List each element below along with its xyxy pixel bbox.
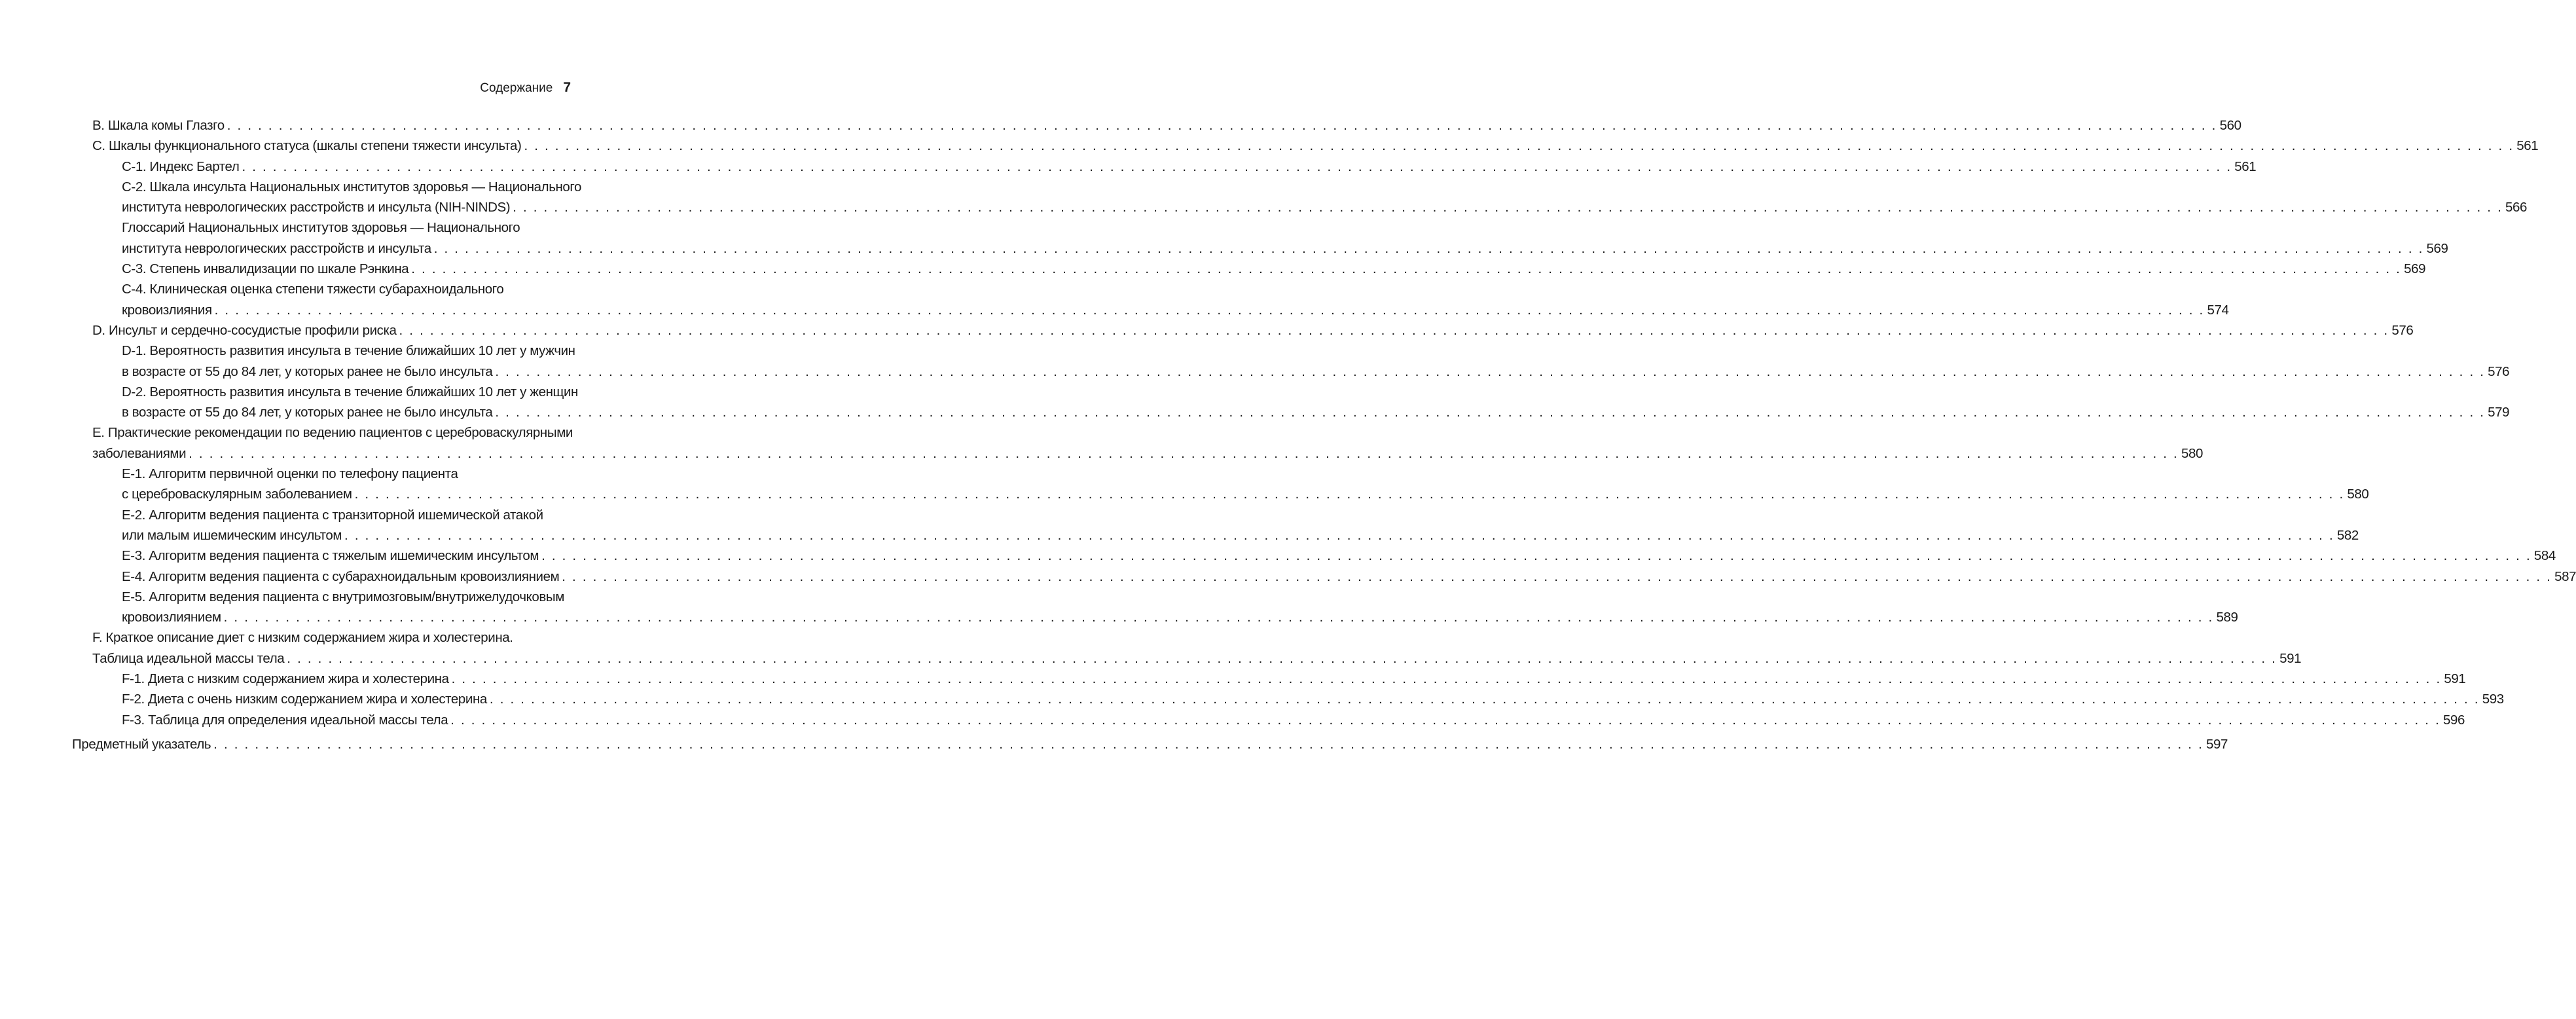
toc-entry-title: Предметный указатель bbox=[72, 736, 211, 752]
toc-page-number: 576 bbox=[2391, 322, 2414, 338]
toc-entry-text: Глоссарий Национальных институтов здоровья — Национального bbox=[122, 220, 520, 236]
toc-page-number: 574 bbox=[2207, 302, 2229, 318]
dot-leader bbox=[227, 115, 2217, 136]
dot-leader bbox=[411, 259, 2401, 279]
toc-entry bbox=[72, 217, 2448, 259]
toc-entry bbox=[72, 566, 2576, 587]
dot-leader bbox=[450, 710, 2440, 730]
dot-leader bbox=[495, 361, 2485, 382]
toc-entry bbox=[72, 115, 2241, 136]
toc-entry bbox=[72, 341, 2510, 382]
toc-entry-title: C. Шкалы функционального статуса (шкалы степени тяжести инсульта) bbox=[92, 138, 522, 154]
toc-entry-text: C-2. Шкала инсульта Национальных институтов здоровья — Национального bbox=[122, 179, 582, 195]
toc-page-number: 584 bbox=[2533, 548, 2556, 564]
dot-leader bbox=[355, 484, 2345, 504]
toc-entry-title: в возрасте от 55 до 84 лет, у которых ранее не было инсульта bbox=[122, 405, 493, 420]
dot-leader bbox=[490, 689, 2480, 709]
toc-entry-text: C-4. Клиническая оценка степени тяжести субарахноидального bbox=[122, 282, 504, 297]
dot-leader bbox=[189, 443, 2179, 464]
toc-page-number: 591 bbox=[2444, 671, 2466, 687]
toc-entry-title: F-2. Диета с очень низким содержанием жира и холестерина bbox=[122, 692, 487, 707]
toc-entry-title: или малым ишемическим инсультом bbox=[122, 527, 342, 543]
toc-entry-title: F-1. Диета с низким содержанием жира и холестерина bbox=[122, 671, 449, 687]
toc-page-number: 580 bbox=[2347, 487, 2369, 502]
toc-entry bbox=[72, 587, 2238, 628]
running-header bbox=[480, 80, 571, 96]
toc-entry bbox=[72, 505, 2359, 546]
toc-page-number: 582 bbox=[2336, 527, 2359, 543]
toc-entry bbox=[72, 320, 2414, 341]
toc-entry bbox=[72, 710, 2465, 730]
toc-entry bbox=[72, 382, 2510, 423]
toc-entry-title: заболеваниями bbox=[92, 445, 187, 461]
toc-entry bbox=[72, 177, 2527, 218]
toc-entry-title: D. Инсульт и сердечно-сосудистые профили риска bbox=[92, 322, 397, 338]
dot-leader bbox=[224, 607, 2214, 627]
toc-page-number: 569 bbox=[2404, 261, 2426, 277]
toc-page-number: 591 bbox=[2279, 650, 2302, 666]
dot-leader bbox=[541, 546, 2531, 566]
toc-entry bbox=[72, 136, 2539, 156]
toc-entry-title: института неврологических расстройств и инсульта (NIH-NINDS) bbox=[122, 200, 511, 215]
toc-entry-text: D-1. Вероятность развития инсульта в течение ближайших 10 лет у мужчин bbox=[122, 343, 575, 359]
toc-entry-text: E-5. Алгоритм ведения пациента с внутримозговым/внутрижелудочковым bbox=[122, 589, 564, 604]
toc-entry-text: E. Практические рекомендации по ведению пациентов с цереброваскулярными bbox=[92, 425, 573, 441]
toc-page-number: 566 bbox=[2505, 200, 2527, 215]
dot-leader bbox=[495, 402, 2485, 422]
toc-entry-text: E-2. Алгоритм ведения пациента с транзиторной ишемической атакой bbox=[122, 507, 543, 523]
toc-entry bbox=[72, 157, 2257, 177]
toc-entry-text: F. Краткое описание диет с низким содержанием жира и холестерина. bbox=[92, 630, 513, 646]
dot-leader bbox=[452, 669, 2442, 689]
toc-entry bbox=[72, 464, 2369, 505]
toc-entry bbox=[72, 734, 2228, 754]
toc-entry-title: института неврологических расстройств и инсульта bbox=[122, 240, 431, 256]
toc-page-number: 560 bbox=[2219, 118, 2241, 133]
dot-leader bbox=[399, 320, 2389, 341]
dot-leader bbox=[213, 734, 2204, 754]
toc-entry-text: D-2. Вероятность развития инсульта в течение ближайших 10 лет у женщин bbox=[122, 384, 578, 399]
toc-entry-title: C-3. Степень инвалидизации по шкале Рэнкина bbox=[122, 261, 409, 277]
toc-entry-title: с цереброваскулярным заболеванием bbox=[122, 487, 352, 502]
toc-entry-title: C-1. Индекс Бартел bbox=[122, 158, 240, 174]
toc-entry bbox=[72, 627, 2302, 669]
toc-entry-text: E-1. Алгоритм первичной оценки по телефону пациента bbox=[122, 466, 458, 482]
page-number: 7 bbox=[563, 80, 571, 95]
toc-page-number: 589 bbox=[2216, 610, 2238, 625]
toc-entry-title: кровоизлияния bbox=[122, 302, 212, 318]
toc-entry-title: Таблица идеальной массы тела bbox=[92, 650, 285, 666]
toc-entry bbox=[72, 546, 2556, 566]
toc-page-number: 576 bbox=[2488, 363, 2510, 379]
dot-leader bbox=[287, 648, 2277, 669]
dot-leader bbox=[513, 197, 2503, 217]
toc-entry-title: B. Шкала комы Глазго bbox=[92, 118, 225, 133]
toc-page-number: 580 bbox=[2181, 445, 2203, 461]
toc-page-number: 561 bbox=[2516, 138, 2539, 154]
section-title: Содержание bbox=[480, 81, 553, 95]
table-of-contents bbox=[72, 115, 2576, 754]
dot-leader bbox=[215, 300, 2205, 320]
toc-entry-title: F-3. Таблица для определения идеальной массы тела bbox=[122, 712, 448, 728]
toc-entry-title: E-4. Алгоритм ведения пациента с субарахноидальным кровоизлиянием bbox=[122, 568, 560, 584]
dot-leader bbox=[434, 238, 2424, 259]
toc-entry bbox=[72, 422, 2203, 464]
toc-entry-title: в возрасте от 55 до 84 лет, у которых ранее не было инсульта bbox=[122, 363, 493, 379]
toc-page-number: 579 bbox=[2488, 405, 2510, 420]
toc-page-number: 596 bbox=[2443, 712, 2465, 728]
toc-entry bbox=[72, 669, 2466, 689]
toc-page-number: 561 bbox=[2234, 158, 2257, 174]
toc-entry bbox=[72, 689, 2504, 709]
toc-entry-title: E-3. Алгоритм ведения пациента с тяжелым ишемическим инсультом bbox=[122, 548, 539, 564]
toc-page-number: 587 bbox=[2554, 568, 2576, 584]
dot-leader bbox=[562, 566, 2552, 587]
dot-leader bbox=[242, 157, 2232, 177]
toc-entry bbox=[72, 259, 2426, 279]
toc-page-number: 593 bbox=[2482, 692, 2504, 707]
toc-entry bbox=[72, 279, 2229, 320]
toc-entry-title: кровоизлиянием bbox=[122, 610, 221, 625]
dot-leader bbox=[524, 136, 2514, 156]
toc-page-number: 569 bbox=[2426, 240, 2448, 256]
dot-leader bbox=[344, 525, 2334, 546]
toc-page-number: 597 bbox=[2205, 736, 2228, 752]
